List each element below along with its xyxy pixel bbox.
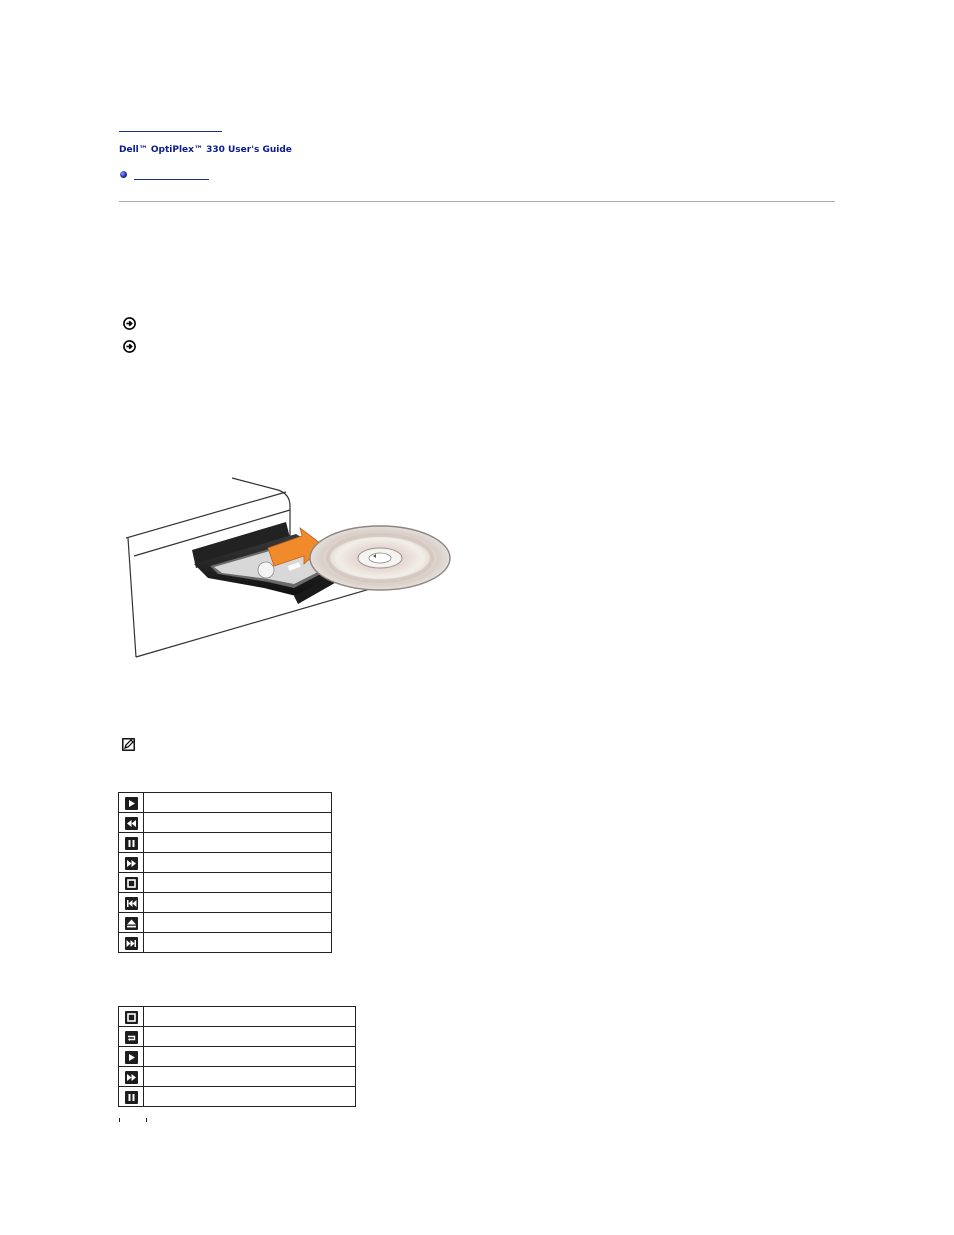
control-description bbox=[144, 913, 332, 933]
control-description bbox=[144, 1087, 356, 1107]
stop-icon bbox=[125, 877, 138, 890]
table-row-partial bbox=[119, 1118, 147, 1122]
pause-icon bbox=[125, 837, 138, 850]
previous-track-icon bbox=[125, 897, 138, 910]
control-description bbox=[144, 933, 332, 953]
table-row bbox=[119, 913, 332, 933]
eject-icon bbox=[125, 917, 138, 930]
control-description bbox=[144, 893, 332, 913]
control-description bbox=[144, 1007, 356, 1027]
fast-forward-icon bbox=[125, 857, 138, 870]
table-row bbox=[119, 933, 332, 953]
control-description bbox=[144, 873, 332, 893]
control-description bbox=[144, 813, 332, 833]
control-description bbox=[144, 1027, 356, 1047]
section-link[interactable] bbox=[134, 179, 209, 180]
control-description bbox=[144, 1067, 356, 1087]
stop-icon bbox=[125, 1011, 138, 1024]
table-row bbox=[119, 1067, 356, 1087]
note-icon bbox=[122, 738, 135, 751]
dvd-player-controls-table bbox=[118, 1006, 356, 1107]
table-row bbox=[119, 813, 332, 833]
table-row bbox=[119, 793, 332, 813]
table-row bbox=[119, 1087, 356, 1107]
cd-tray-insert-illustration bbox=[118, 470, 458, 665]
control-description bbox=[144, 1047, 356, 1067]
control-description bbox=[144, 853, 332, 873]
table-row bbox=[119, 1007, 356, 1027]
play-icon bbox=[125, 1051, 138, 1064]
fast-forward-icon bbox=[125, 1071, 138, 1084]
notice-icon bbox=[123, 340, 136, 353]
divider bbox=[119, 201, 835, 202]
notice-icon bbox=[123, 317, 136, 330]
guide-title: Dell™ OptiPlex™ 330 User's Guide bbox=[119, 145, 292, 155]
table-row bbox=[119, 893, 332, 913]
next-track-icon bbox=[125, 937, 138, 950]
back-to-contents-link[interactable] bbox=[119, 131, 222, 132]
pause-icon bbox=[125, 1091, 138, 1104]
table-row bbox=[119, 1047, 356, 1067]
table-row bbox=[119, 853, 332, 873]
bullet-icon bbox=[120, 171, 127, 178]
table-row bbox=[119, 1027, 356, 1047]
cd-player-controls-table bbox=[118, 792, 332, 953]
rewind-icon bbox=[125, 817, 138, 830]
table-row bbox=[119, 833, 332, 853]
control-description bbox=[144, 833, 332, 853]
play-icon bbox=[125, 797, 138, 810]
table-row bbox=[119, 873, 332, 893]
control-description bbox=[144, 793, 332, 813]
restart-chapter-icon bbox=[125, 1031, 138, 1044]
